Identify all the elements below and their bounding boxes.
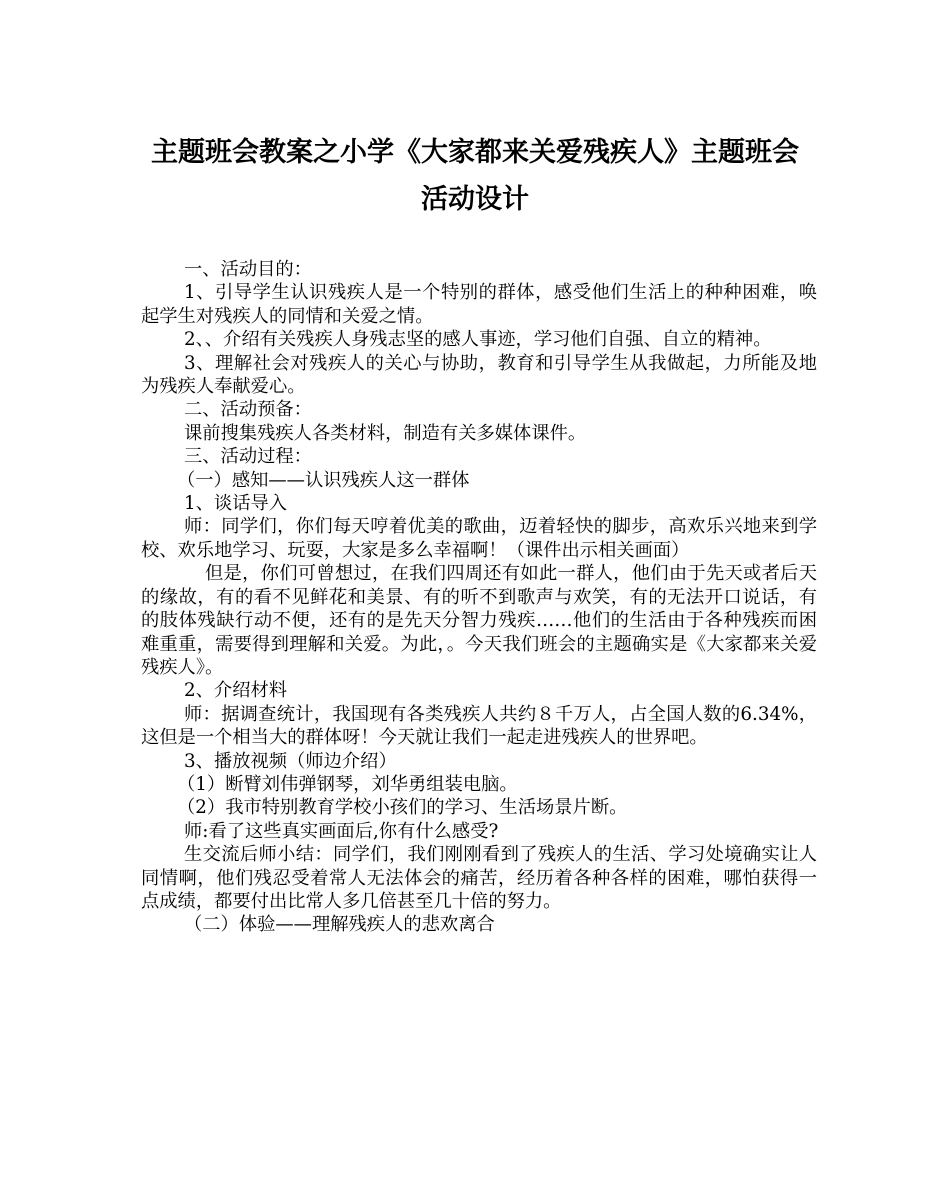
- document-title-line2: 活动设计: [421, 184, 529, 215]
- subsection-heading-2: （二）体验——理解残疾人的悲欢离合: [184, 914, 495, 936]
- section-heading-goals: 一、活动目的：: [184, 259, 312, 280]
- paragraph-goal-2: 2、、介绍有关残疾人身残志坚的感人事迹，学习他们自强、自立的精神。: [184, 329, 772, 351]
- section-heading-prep: 二、活动预备：: [184, 399, 312, 421]
- subsection-heading-1: （一）感知——认识残疾人这一群体: [177, 469, 470, 491]
- paragraph-however: 但是，你们可曾想过，在我们四周还有如此一群人，他们由于先天或者后天的缘故，有的看不见鲜花和美景、有的听不到歌声与欢笑，有的无法开口说话，有的肢体残缺行动不便，还有的是先天分智力残疾……他们的生活由于各种残疾而困难重重，需要得到理解和关爱。为此，。今天我们班会的主题确实是《大家都来关爱残疾人》。: [141, 563, 817, 678]
- step-heading-material: 2、介绍材料: [184, 680, 288, 702]
- section-heading-process: 三、活动过程：: [184, 446, 312, 468]
- document-title-line1: 主题班会教案之小学《大家都来关爱残疾人》主题班会: [151, 137, 799, 168]
- list-item-video-1: （1）断臂刘伟弹钢琴，刘华勇组装电脑。: [177, 773, 518, 795]
- paragraph-teacher-question: 师:看了这些真实画面后,你有什么感受?: [184, 820, 499, 842]
- paragraph-goal-3: 3、理解社会对残疾人的关心与协助，教育和引导学生从我做起，力所能及地为残疾人奉献爱心。: [141, 352, 817, 398]
- list-item-video-2: （2）我市特别教育学校小孩们的学习、生活场景片断。: [177, 797, 628, 819]
- paragraph-prep: 课前搜集残疾人各类材料，制造有关多媒体课件。: [184, 422, 587, 444]
- document-body: [141, 258, 817, 937]
- step-heading-video: 3、播放视频（师边介绍）: [184, 750, 397, 772]
- paragraph-summary: 生交流后师小结：同学们，我们刚刚看到了残疾人的生活、学习处境确实让人同情啊，他们残忍受着常人无法体会的痛苦，经历着各种各样的困难，哪怕获得一点成绩，都要付出比常人多几倍甚至几十倍的努力。: [141, 844, 817, 912]
- paragraph-statistics: 师：据调查统计，我国现有各类残疾人共约８千万人，占全国人数的6.34%，这但是一个相当大的群体呀！今天就让我们一起走进残疾人的世界吧。: [141, 703, 817, 749]
- paragraph-teacher-intro: 师：同学们，你们每天哼着优美的歌曲，迈着轻快的脚步，高欢乐兴地来到学校、欢乐地学习、玩耍，大家是多么幸福啊！（课件出示相关画面）: [141, 516, 817, 561]
- step-heading-intro: 1、谈话导入: [184, 493, 288, 515]
- paragraph-goal-1: 1、引导学生认识残疾人是一个特别的群体，感受他们生活上的种种困难，唤起学生对残疾人的同情和关爱之情。: [141, 282, 817, 327]
